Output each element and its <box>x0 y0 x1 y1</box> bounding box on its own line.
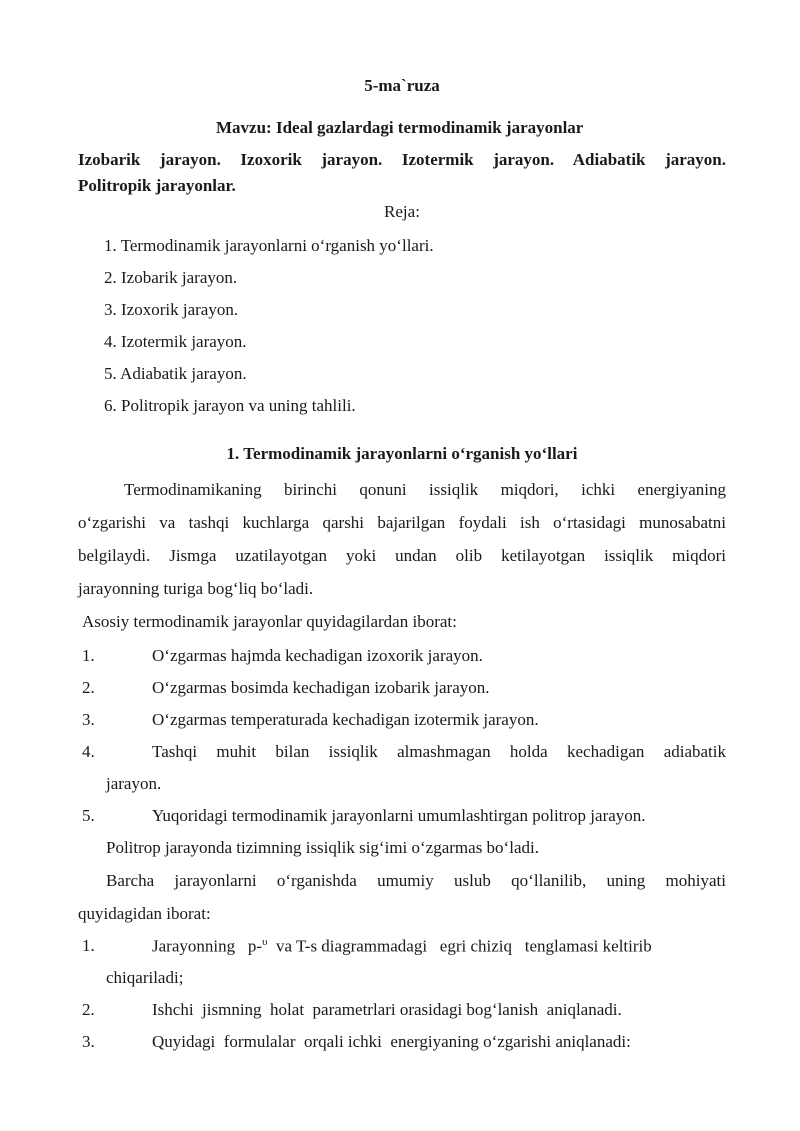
list-lead: Asosiy termodinamik jarayonlar quyidagilardan iborat: <box>82 612 457 631</box>
list-item <box>82 936 726 992</box>
list-number: 3. <box>82 1032 95 1051</box>
list-text: O‘zgarmas temperaturada kechadigan izotermik jarayon. <box>152 710 539 729</box>
list-item <box>82 1032 726 1056</box>
paragraph-line: Barcha jarayonlarni o‘rganishda umumiy uslub qo‘llanilib, uning mohiyati <box>106 871 726 890</box>
list-item <box>82 646 726 670</box>
list-item <box>82 742 726 798</box>
plan-item: 4. Izotermik jarayon. <box>104 332 247 351</box>
plan-heading: Reja: <box>384 202 420 221</box>
list-text-part: Jarayonning p- <box>152 936 263 956</box>
list-text: Ishchi jismning holat parametrlari orasidagi bog‘lanish aniqlanadi. <box>152 1000 622 1019</box>
list-text: O‘zgarmas bosimda kechadigan izobarik jarayon. <box>152 678 490 697</box>
list-item <box>82 678 726 702</box>
symbol-upsilon: υ <box>262 936 268 948</box>
topic-heading: Mavzu: Ideal gazlardagi termodinamik jarayonlar <box>216 118 584 137</box>
list-item <box>82 1000 726 1024</box>
list-text: Yuqoridagi termodinamik jarayonlarni umumlashtirgan politrop jarayon. <box>152 806 646 825</box>
subtitle-line-1: Izobarik jarayon. Izoxorik jarayon. Izotermik jarayon. Adiabatik jarayon. <box>78 150 726 169</box>
subtitle-line-2: Politropik jarayonlar. <box>78 176 236 195</box>
paragraph-line: quyidagidan iborat: <box>78 904 211 923</box>
paragraph-line: jarayonning turiga bog‘liq bo‘ladi. <box>78 579 314 598</box>
list-text: O‘zgarmas hajmda kechadigan izoxorik jarayon. <box>152 646 483 665</box>
section-heading: 1. Termodinamik jarayonlarni o‘rganish yo‘llari <box>226 444 578 463</box>
plan-item: 6. Politropik jarayon va uning tahlili. <box>104 396 356 415</box>
list-text-continued: jarayon. <box>106 774 162 793</box>
plan-item: 5. Adiabatik jarayon. <box>104 364 247 383</box>
list-text: Quyidagi formulalar orqali ichki energiyaning o‘zgarishi aniqlanadi: <box>152 1032 631 1051</box>
list-number: 1. <box>82 936 95 955</box>
list-text-continued: chiqariladi; <box>106 968 184 987</box>
paragraph-line: Termodinamikaning birinchi qonuni issiqlik miqdori, ichki energiyaning <box>124 480 726 499</box>
list-number: 4. <box>82 742 95 761</box>
plan-item: 1. Termodinamik jarayonlarni o‘rganish yo‘llari. <box>104 236 434 255</box>
plan-item: 3. Izoxorik jarayon. <box>104 300 239 319</box>
list-number: 3. <box>82 710 95 729</box>
list-number: 2. <box>82 678 95 697</box>
note-line: Politrop jarayonda tizimning issiqlik sig‘imi o‘zgarmas bo‘ladi. <box>106 838 539 857</box>
list-item <box>82 710 726 734</box>
paragraph-line: o‘zgarishi va tashqi kuchlarga qarshi bajarilgan foydali ish o‘rtasidagi munosabatni <box>78 513 726 532</box>
list-item <box>82 806 726 830</box>
list-number: 1. <box>82 646 95 665</box>
list-text: Tashqi muhit bilan issiqlik almashmagan holda kechadigan adiabatik <box>152 742 726 761</box>
list-number: 5. <box>82 806 95 825</box>
list-number: 2. <box>82 1000 95 1019</box>
list-text <box>152 936 652 957</box>
lecture-title: 5-ma`ruza <box>364 76 440 95</box>
paragraph-line: belgilaydi. Jismga uzatilayotgan yoki undan olib ketilayotgan issiqlik miqdori <box>78 546 726 565</box>
plan-item: 2. Izobarik jarayon. <box>104 268 238 287</box>
list-text-part: va T-s diagrammadagi egri chiziq tenglamasi keltirib <box>267 936 652 956</box>
